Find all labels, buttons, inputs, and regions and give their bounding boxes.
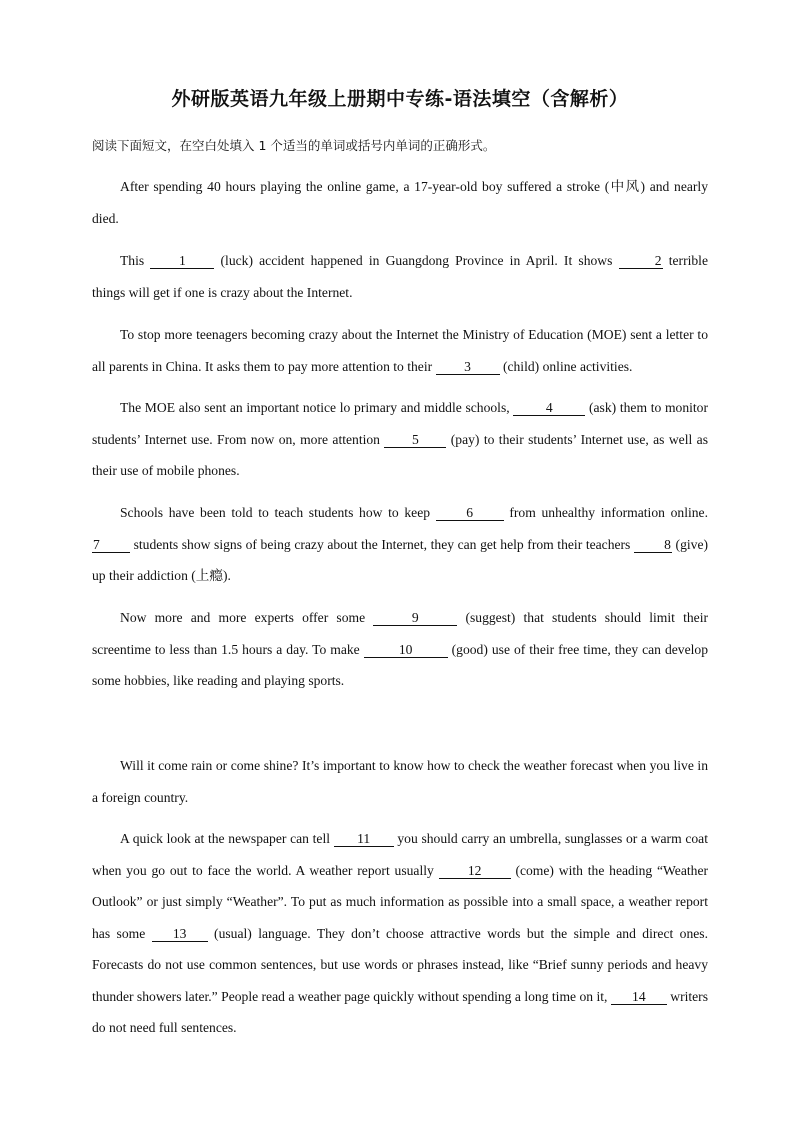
text-segment: Now more and more experts offer some <box>120 610 374 625</box>
text-segment: Schools have been told to teach students how to keep <box>120 505 436 520</box>
blank-11[interactable]: 11 <box>334 831 394 847</box>
text-segment: terrible things will get if one is crazy about the Internet. <box>92 253 708 300</box>
text-segment: you should carry an umbrella, sunglasses or a warm coat when you go out to face the world. A weather report usually <box>92 831 708 878</box>
blank-9[interactable]: 9 <box>373 610 457 626</box>
blank-4[interactable]: 4 <box>513 400 585 416</box>
blank-5[interactable]: 5 <box>384 432 446 448</box>
p2-paragraph-2 <box>92 823 708 1044</box>
blank-10[interactable]: 10 <box>364 642 448 658</box>
blank-2[interactable]: 2 <box>619 253 663 269</box>
page-title: 外研版英语九年级上册期中专练-语法填空（含解析） <box>171 88 629 110</box>
blank-12[interactable]: 12 <box>439 863 511 879</box>
text-segment: from unhealthy information online. <box>503 505 708 520</box>
text-segment: This <box>120 253 151 268</box>
p1-paragraph-5 <box>92 497 708 592</box>
p2-text: Will it come rain or come shine? It’s important to know how to check the weather forecast when you live in a foreign country. <box>92 758 708 805</box>
text-segment: (suggest) that students should limit their screentime to less than 1.5 hours a day. To make <box>92 610 708 657</box>
text-segment: (luck) accident happened in Guangdong Province in April. It shows <box>214 253 619 268</box>
text-segment: writers do not need full sentences. <box>92 988 708 1035</box>
blank-8[interactable]: 8 <box>634 537 672 553</box>
text-segment: The MOE also sent an important notice lo primary and middle schools, <box>120 400 514 415</box>
blank-3[interactable]: 3 <box>436 359 500 375</box>
blank-14[interactable]: 14 <box>611 989 667 1005</box>
text-segment: A quick look at the newspaper can tell <box>120 831 334 846</box>
text-segment: (usual) language. They don’t choose attractive words but the simple and direct ones. Forecasts do not use common sentences, but use words or phrases instead, like “Brief sunny periods and heavy thunder showers later.” People read a weather page quickly without spending a long time on it, <box>92 925 708 1004</box>
blank-13[interactable]: 13 <box>152 926 208 942</box>
text-segment: To stop more teenagers becoming crazy about the Internet the Ministry of Education (MOE) sent a letter to all parents in China. It asks them to pay more attention to their <box>92 327 708 374</box>
p1-paragraph-1 <box>92 171 708 234</box>
text-segment: students show signs of being crazy about the Internet, they can get help from their teachers <box>130 536 634 552</box>
blank-6[interactable]: 6 <box>436 505 504 521</box>
text-segment: (pay) to their students’ Internet use, as well as their use of mobile phones. <box>92 431 708 478</box>
text-segment: (child) online activities. <box>499 358 633 374</box>
blank-1[interactable]: 1 <box>150 253 214 269</box>
text-segment: (good) use of their free time, they can develop some hobbies, like reading and playing sports. <box>92 641 708 688</box>
text-segment: (give) up their addiction (上瘾). <box>92 536 709 583</box>
text-segment: (come) with the heading “Weather Outlook” or just simply “Weather”. To put as much information as possible into a small space, a weather report has some <box>92 862 708 941</box>
p1-paragraph-2 <box>92 245 708 308</box>
blank-7[interactable]: 7 <box>92 537 130 553</box>
p1-paragraph-3 <box>92 319 708 382</box>
p1-paragraph-6 <box>92 602 708 697</box>
p2-paragraph-1 <box>92 750 708 813</box>
p1-text: After spending 40 hours playing the online game, a 17-year-old boy suffered a stroke (中风) and nearly died. <box>92 179 708 226</box>
instruction-text: 阅读下面短文，在空白处填入 1 个适当的单词或括号内单词的正确形式。 <box>92 138 496 153</box>
p1-paragraph-4 <box>92 392 708 487</box>
text-segment: (ask) them to monitor students’ Internet use. From now on, more attention <box>92 400 708 447</box>
